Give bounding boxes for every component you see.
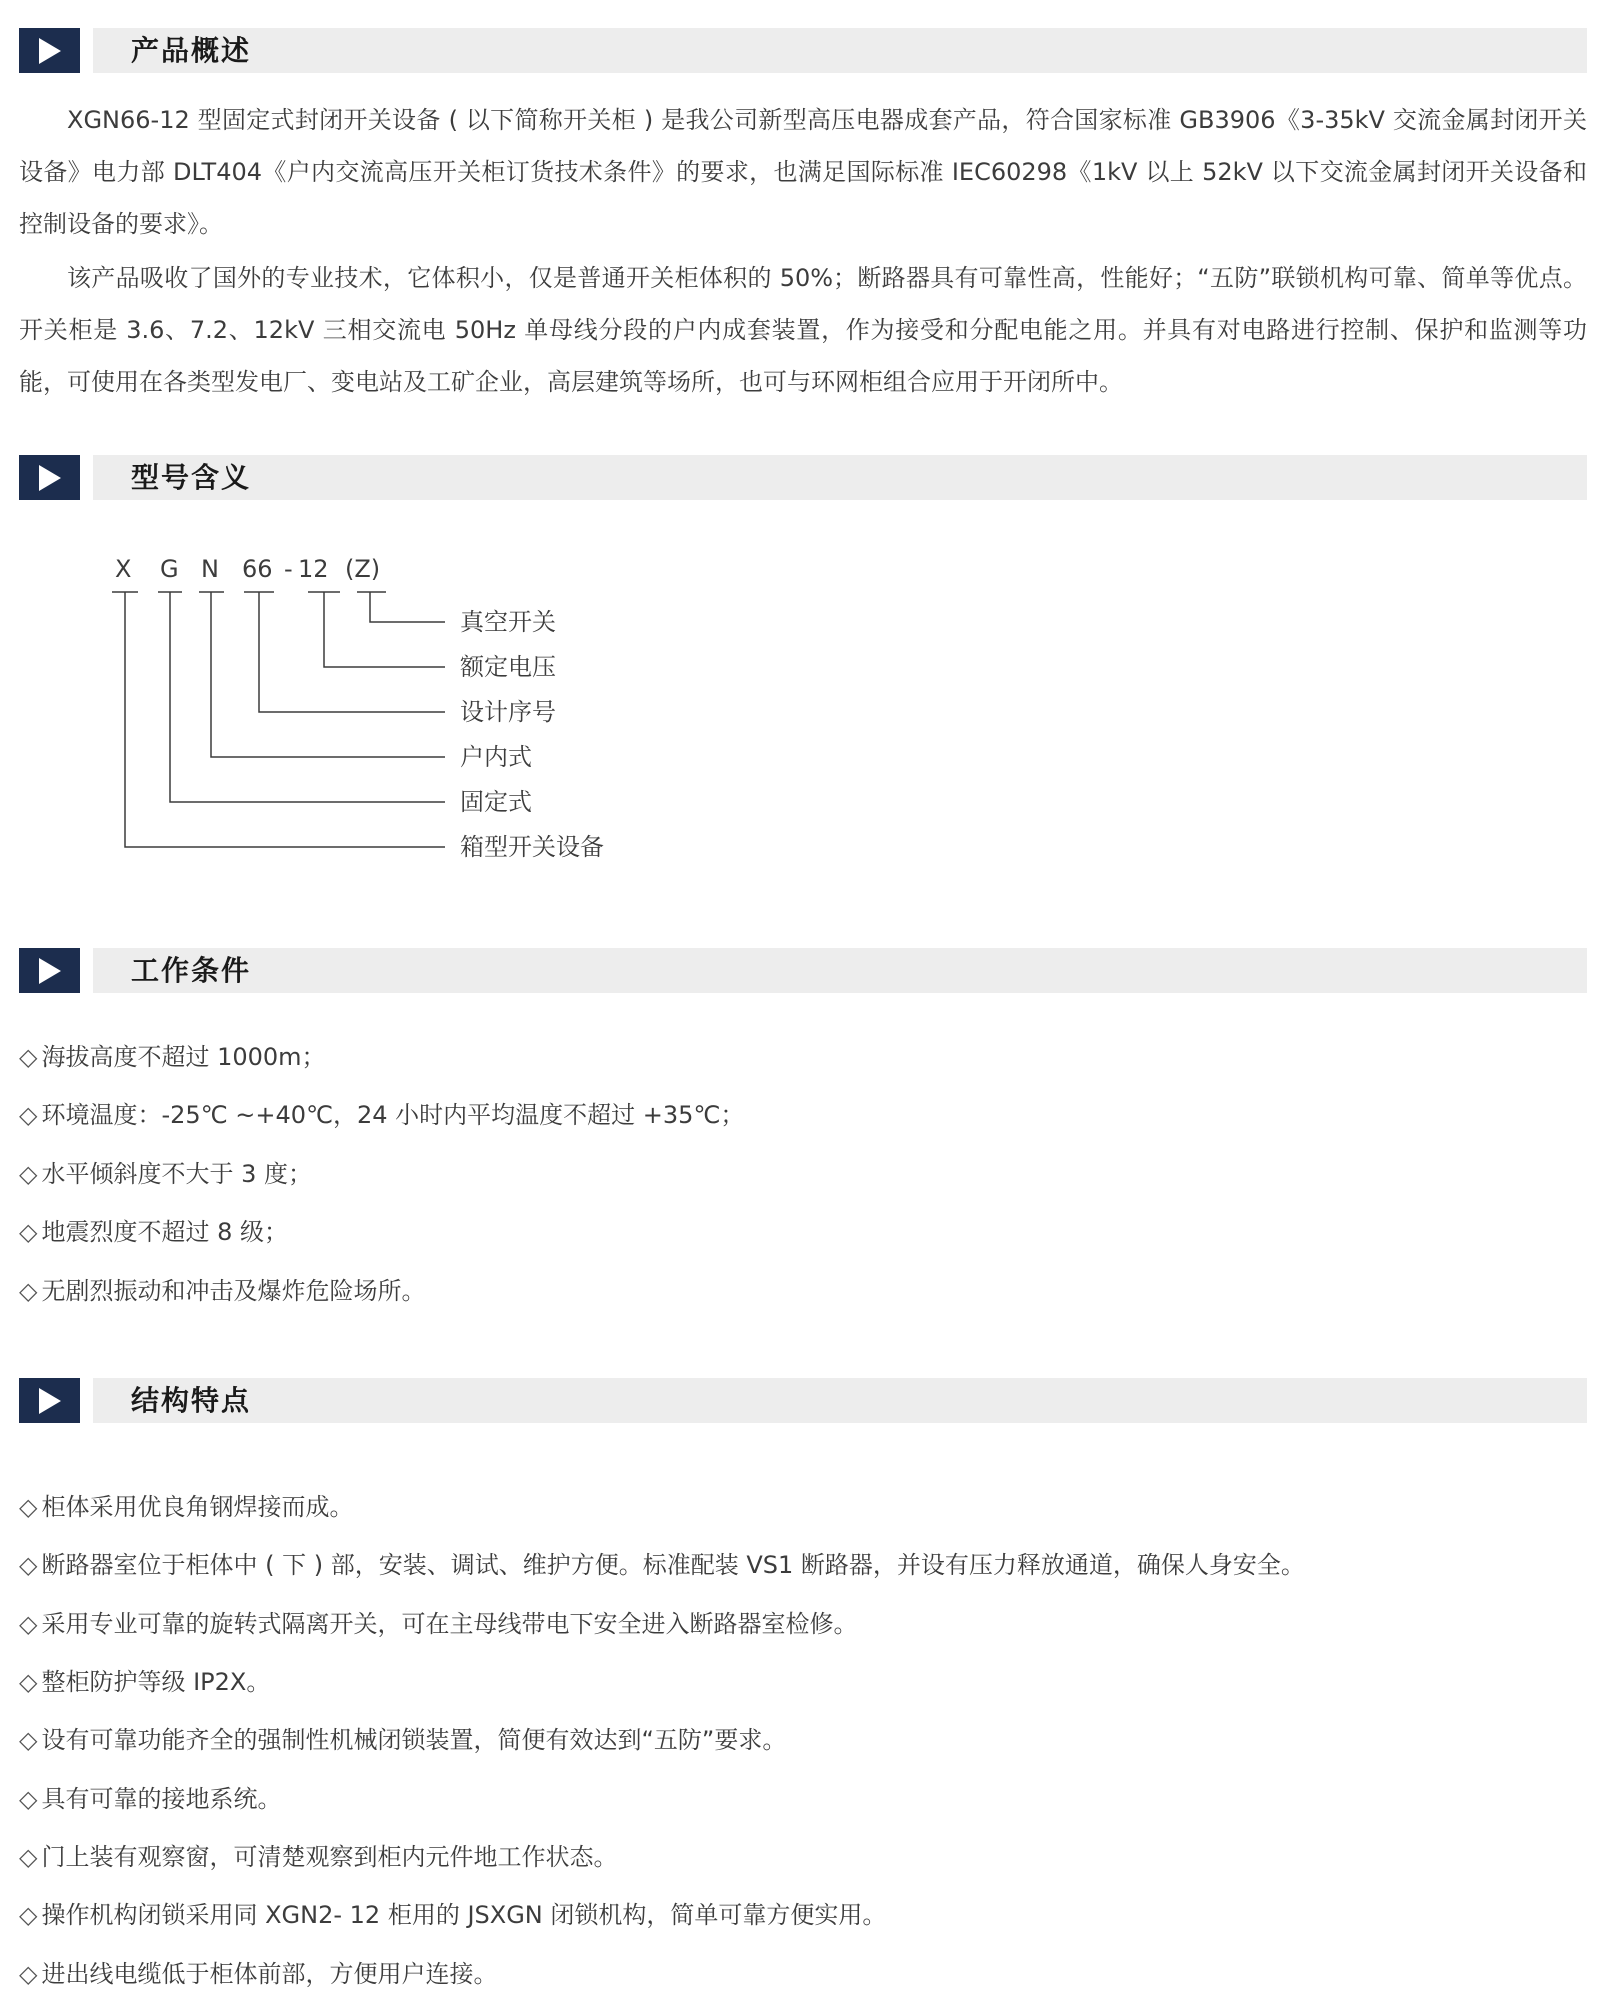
code-part-vacuum: (Z)	[345, 555, 381, 583]
code-meaning-fixed: 固定式	[460, 788, 532, 816]
structure-text: 断路器室位于柜体中 ( 下 ) 部，安装、调试、维护方便。标准配装 VS1 断路器，并设有压力释放通道，确保人身安全。	[41, 1551, 1305, 1579]
structure-item	[19, 1782, 1587, 1816]
section-title-bar	[93, 28, 1587, 73]
code-part-design: 66	[242, 555, 273, 583]
structure-item	[19, 1548, 1587, 1582]
structure-text: 设有可靠功能齐全的强制性机械闭锁装置，简便有效达到“五防”要求。	[41, 1726, 787, 1754]
condition-item	[19, 1274, 1587, 1308]
play-arrow-icon	[39, 1388, 61, 1414]
diamond-bullet-icon: ◇	[19, 1218, 38, 1246]
structure-item	[19, 1665, 1587, 1699]
code-part-fixed: G	[160, 555, 179, 583]
condition-text: 水平倾斜度不大于 3 度；	[41, 1160, 312, 1188]
code-meaning-vacuum: 真空开关	[460, 608, 556, 636]
condition-item	[19, 1157, 1587, 1191]
section-title: 产品概述	[131, 34, 252, 67]
structure-text: 柜体采用优良角钢焊接而成。	[41, 1493, 354, 1521]
section-marker	[19, 28, 80, 73]
diamond-bullet-icon: ◇	[19, 1843, 38, 1871]
code-meaning-indoor: 户内式	[460, 743, 532, 771]
structure-text: 采用专业可靠的旋转式隔离开关，可在主母线带电下安全进入断路器室检修。	[41, 1610, 858, 1638]
structure-text: 进出线电缆低于柜体前部，方便用户连接。	[41, 1960, 498, 1988]
diamond-bullet-icon: ◇	[19, 1960, 38, 1988]
section-title: 型号含义	[131, 461, 252, 494]
diamond-bullet-icon: ◇	[19, 1043, 38, 1071]
diamond-bullet-icon: ◇	[19, 1160, 38, 1188]
model-code-diagram	[0, 540, 800, 880]
condition-text: 无剧烈振动和冲击及爆炸危险场所。	[41, 1277, 426, 1305]
overview-paragraph-2: 该产品吸收了国外的专业技术，它体积小，仅是普通开关柜体积的 50%；断路器具有可靠性高，性能好；“五防”联锁机构可靠、简单等优点。开关柜是 3.6、7.2、12kV 三相交流电 50Hz 单母线分段的户内成套装置，作为接受和分配电能之用。并具有对电路进行控制、保护和监测等功能，可使用在各类型发电厂、变电站及工矿企业，高层建筑等场所，也可与环网柜组合应用于开闭所中。	[19, 264, 1587, 396]
code-part-indoor: N	[201, 555, 219, 583]
section-title-bar	[93, 455, 1587, 500]
structure-item	[19, 1898, 1587, 1932]
diamond-bullet-icon: ◇	[19, 1726, 38, 1754]
diamond-bullet-icon: ◇	[19, 1101, 38, 1129]
section-header-model	[19, 455, 1587, 500]
code-meaning-design: 设计序号	[460, 698, 556, 726]
code-part-series: X	[115, 555, 132, 583]
structure-item	[19, 1607, 1587, 1641]
diamond-bullet-icon: ◇	[19, 1785, 38, 1813]
diamond-bullet-icon: ◇	[19, 1668, 38, 1696]
section-marker	[19, 455, 80, 500]
structure-item	[19, 1490, 1587, 1524]
structure-item	[19, 1840, 1587, 1874]
diamond-bullet-icon: ◇	[19, 1610, 38, 1638]
section-marker	[19, 1378, 80, 1423]
code-meaning-box: 箱型开关设备	[460, 833, 604, 861]
overview-paragraph-1: XGN66-12 型固定式封闭开关设备 ( 以下简称开关柜 ) 是我公司新型高压电器成套产品，符合国家标准 GB3906《3-35kV 交流金属封闭开关设备》电力部 DLT404《户内交流高压开关柜订货技术条件》的要求，也满足国际标准 IEC60298《1kV 以上 52kV 以下交流金属封闭开关设备和控制设备的要求》。	[19, 106, 1587, 238]
diamond-bullet-icon: ◇	[19, 1551, 38, 1579]
play-arrow-icon	[39, 38, 61, 64]
section-marker	[19, 948, 80, 993]
play-arrow-icon	[39, 465, 61, 491]
section-title-bar	[93, 948, 1587, 993]
section-title: 结构特点	[131, 1384, 252, 1417]
diamond-bullet-icon: ◇	[19, 1901, 38, 1929]
condition-text: 海拔高度不超过 1000m；	[41, 1043, 326, 1071]
diamond-bullet-icon: ◇	[19, 1277, 38, 1305]
structure-text: 整柜防护等级 IP2X。	[41, 1668, 271, 1696]
code-part-dash: -	[284, 555, 293, 583]
code-meaning-voltage: 额定电压	[460, 653, 556, 681]
play-arrow-icon	[39, 958, 61, 984]
diamond-bullet-icon: ◇	[19, 1493, 38, 1521]
structure-text: 具有可靠的接地系统。	[41, 1785, 282, 1813]
section-header-overview	[19, 28, 1587, 73]
section-title-bar	[93, 1378, 1587, 1423]
code-part-voltage: 12	[298, 555, 329, 583]
structure-item	[19, 1957, 1587, 1991]
structure-text: 操作机构闭锁采用同 XGN2- 12 柜用的 JSXGN 闭锁机构，简单可靠方便实用。	[41, 1901, 887, 1929]
condition-text: 地震烈度不超过 8 级；	[41, 1218, 288, 1246]
section-header-structure	[19, 1378, 1587, 1423]
condition-text: 环境温度：-25℃ ~+40℃，24 小时内平均温度不超过 +35℃；	[41, 1101, 745, 1129]
structure-item	[19, 1723, 1587, 1757]
section-header-conditions	[19, 948, 1587, 993]
condition-item	[19, 1215, 1587, 1249]
structure-text: 门上装有观察窗，可清楚观察到柜内元件地工作状态。	[41, 1843, 618, 1871]
section-title: 工作条件	[131, 954, 252, 987]
condition-item	[19, 1098, 1587, 1132]
model-code-lines	[0, 540, 800, 880]
condition-item	[19, 1040, 1587, 1074]
